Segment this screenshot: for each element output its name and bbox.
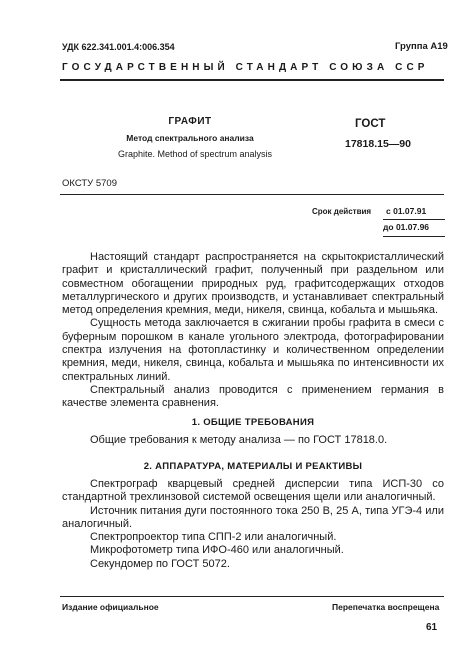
group-code: Группа А19 <box>395 41 448 52</box>
header-divider <box>60 79 444 81</box>
intro-paragraph: Сущность метода заключается в сжигании пробы графита в смеси с буферным порошком в канале угольного электрода, фотографировании спектра излучения на фотопластинку и количественном определении кремния, меди, никеля, свинца, кобальта и мышьяка по интенсивности их спектральных линий. <box>62 317 444 383</box>
gost-number: 17818.15—90 <box>345 138 411 150</box>
gost-label: ГОСТ <box>355 118 386 130</box>
intro-paragraph: Спектральный анализ проводится с применением германия в качестве элемента сравнения. <box>62 383 444 410</box>
validity-underline <box>383 236 445 237</box>
page-number: 61 <box>426 622 438 633</box>
validity-divider <box>383 219 445 220</box>
section-1-heading: 1. ОБЩИЕ ТРЕБОВАНИЯ <box>191 417 315 428</box>
section-1-paragraph: Общие требования к методу анализа — по ГОСТ 17818.0. <box>90 434 388 446</box>
validity-label: Срок действия <box>312 207 372 216</box>
section-2-heading: 2. АППАРАТУРА, МАТЕРИАЛЫ И РЕАКТИВЫ <box>143 461 363 472</box>
document-title: ГРАФИТ <box>168 116 212 127</box>
okstu-divider <box>60 194 444 195</box>
section-2-paragraph: Спектропроектор типа СПП-2 или аналогичный. <box>90 531 337 544</box>
intro-paragraph: Настоящий стандарт распространяется на скрытокристаллический графит и кристаллический графит, полученный при раздельном или совместном обогащении природных руд, графитсодержащих отходов металлургического и других производств, и устанавливает спектральный метод определения кремния, меди, никеля, свинца, кобальта и мышьяка. <box>62 251 444 317</box>
state-standard-banner: ГОСУДАРСТВЕННЫЙ СТАНДАРТ СОЮЗА ССР <box>62 62 429 73</box>
reprint-note: Перепечатка воспрещена <box>332 602 440 612</box>
section-2-paragraph: Секундомер по ГОСТ 5072. <box>90 557 230 570</box>
footer-divider <box>60 596 444 597</box>
intro-text <box>62 251 444 411</box>
document-subtitle: Метод спектрального анализа <box>126 133 254 143</box>
section-2-paragraph: Микрофотометр типа ИФО-460 или аналогичный. <box>90 544 344 557</box>
okstu-code: ОКСТУ 5709 <box>62 178 117 189</box>
english-title: Graphite. Method of spectrum analysis <box>117 149 273 159</box>
udk-code: УДК 622.341.001.4:006.354 <box>62 42 175 52</box>
section-2-paragraph: Спектрограф кварцевый средней дисперсии типа ИСП-30 со стандартной трехлинзовой системой освещения щели или аналогичный. <box>62 478 444 504</box>
validity-from: с 01.07.91 <box>386 206 427 216</box>
section-1-text <box>62 434 444 447</box>
section-2-text <box>62 478 444 571</box>
section-2-paragraph: Источник питания дуги постоянного тока 250 В, 25 А, типа УГЭ-4 или аналогичный. <box>62 504 444 530</box>
edition-note: Издание официальное <box>62 602 159 612</box>
validity-to: до 01.07.96 <box>383 222 430 232</box>
